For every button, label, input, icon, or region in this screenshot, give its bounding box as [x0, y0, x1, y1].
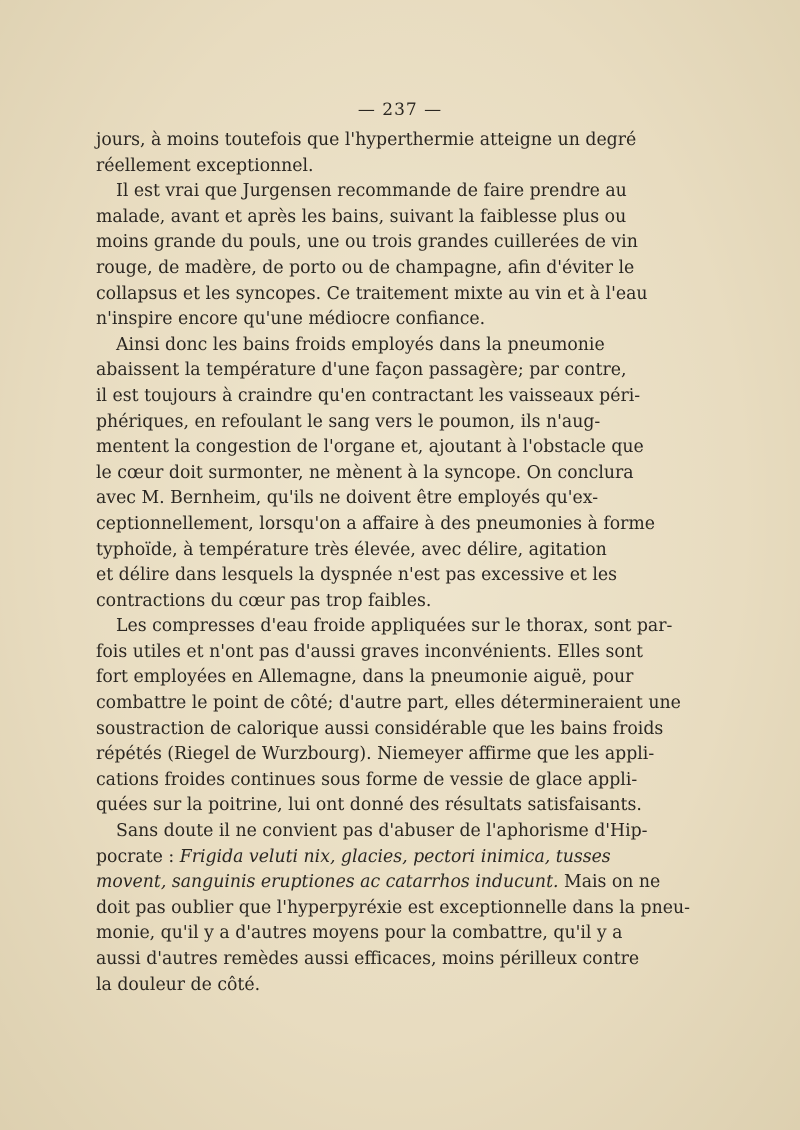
- text-line: malade, avant et après les bains, suivant la faiblesse plus ou: [96, 206, 627, 227]
- text-line: avec M. Bernheim, qu'ils ne doivent être employés qu'ex-: [96, 488, 599, 509]
- text-line: réellement exceptionnel.: [96, 155, 314, 176]
- text-line: [96, 870, 661, 896]
- text-line: typhoïde, à température très élevée, avec délire, agitation: [96, 539, 607, 560]
- text-line: collapsus et les syncopes. Ce traitement mixte au vin et à l'eau: [96, 283, 648, 304]
- page-number: — 237 —: [357, 100, 443, 120]
- text-line: abaissent la température d'une façon passagère; par contre,: [96, 360, 627, 381]
- text-line: soustraction de calorique aussi considérable que les bains froids: [96, 718, 664, 739]
- text-line: il est toujours à craindre qu'en contractant les vaisseaux péri-: [96, 385, 641, 406]
- text-line: phériques, en refoulant le sang vers le poumon, ils n'aug-: [96, 411, 601, 432]
- text-line: Ainsi donc les bains froids employés dans la pneumonie: [116, 334, 605, 355]
- italic-segment: Frigida veluti nix, glacies, pectori inimica, tusses: [179, 846, 611, 867]
- text-line: [96, 845, 611, 871]
- text-line: fort employées en Allemagne, dans la pneumonie aiguë, pour: [96, 667, 634, 688]
- text-line: jours, à moins toutefois que l'hyperthermie atteigne un degré: [96, 130, 637, 150]
- text-line: n'inspire encore qu'une médiocre confiance.: [96, 309, 486, 330]
- text-line: combattre le point de côté; d'autre part, elles détermineraient une: [96, 693, 681, 714]
- text-segment: pocrate :: [96, 846, 180, 867]
- text-line: et délire dans lesquels la dyspnée n'est pas excessive et les: [96, 565, 617, 586]
- text-line: Les compresses d'eau froide appliquées sur le thorax, sont par-: [116, 616, 673, 637]
- text-line: Il est vrai que Jurgensen recommande de faire prendre au: [116, 181, 627, 202]
- text-line: quées sur la poitrine, lui ont donné des résultats satisfaisants.: [96, 795, 642, 816]
- text-line: la douleur de côté.: [96, 974, 261, 995]
- text-line: cations froides continues sous forme de vessie de glace appli-: [96, 769, 638, 790]
- text-line: moins grande du pouls, une ou trois grandes cuillerées de vin: [96, 232, 638, 253]
- text-line: monie, qu'il y a d'autres moyens pour la combattre, qu'il y a: [96, 923, 623, 944]
- text-segment: Mais on ne: [558, 872, 661, 893]
- text-line: le cœur doit surmonter, ne mènent à la syncope. On conclura: [96, 462, 634, 483]
- text-line: doit pas oublier que l'hyperpyréxie est exceptionnelle dans la pneu-: [96, 897, 690, 918]
- text-line: Sans doute il ne convient pas d'abuser de l'aphorisme d'Hip-: [116, 821, 648, 842]
- italic-segment: movent, sanguinis eruptiones ac catarrhos inducunt.: [96, 872, 559, 893]
- text-line: fois utiles et n'ont pas d'aussi graves inconvénients. Elles sont: [96, 641, 643, 662]
- text-line: répétés (Riegel de Wurzbourg). Niemeyer affirme que les appli-: [96, 744, 655, 765]
- text-line: aussi d'autres remèdes aussi efficaces, moins périlleux contre: [96, 949, 640, 969]
- text-line: mentent la congestion de l'organe et, ajoutant à l'obstacle que: [96, 437, 644, 458]
- text-line: contractions du cœur pas trop faibles.: [96, 590, 432, 611]
- text-line: rouge, de madère, de porto ou de champagne, afin d'éviter le: [96, 257, 635, 278]
- text-line: ceptionnellement, lorsqu'on a affaire à des pneumonies à forme: [96, 513, 656, 534]
- body-text: [96, 128, 690, 998]
